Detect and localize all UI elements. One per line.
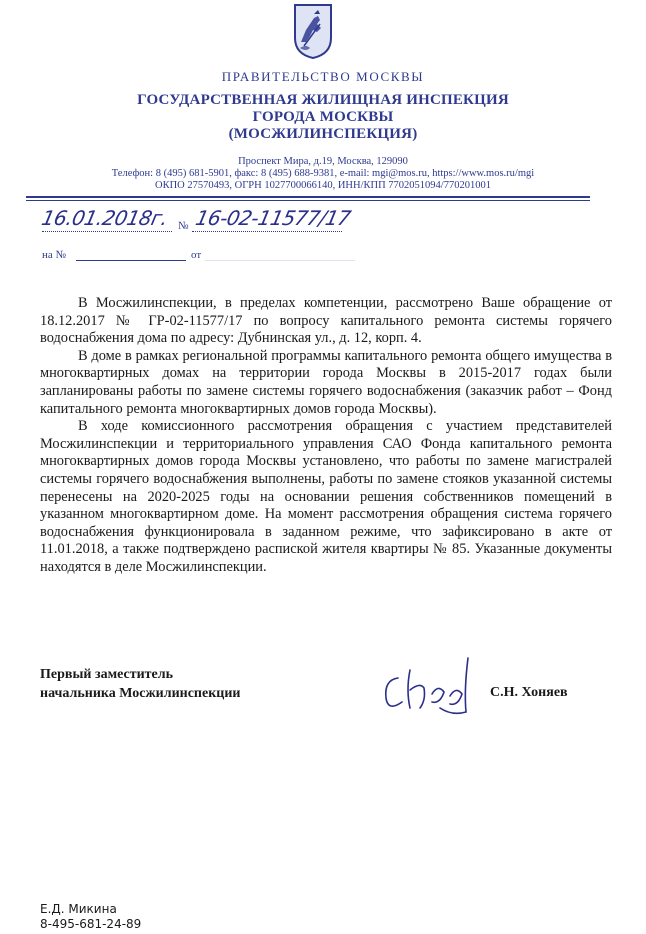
inspection-title-line2: ГОРОДА МОСКВЫ [252,109,394,125]
inspection-title-line3: (МОСЖИЛИНСПЕКЦИЯ) [228,126,418,142]
reference-number-label: на № [42,249,67,261]
body-paragraph-2: В доме в рамках региональной программы капитального ремонта общего имущества в многоквартирных домах на территории города Москвы в 2015-2017 годах были запланированы работы по замене системы горячего водоснабжения (заказчик работ – Фонд капитального ремонта многоквартирных домов города Москвы). [40,347,612,417]
signatory-position-line1: Первый заместитель [40,667,173,682]
moscow-coat-of-arms-icon [292,2,334,60]
government-title: ПРАВИТЕЛЬСТВО МОСКВЫ [221,69,425,84]
executor-name: Е.Д. Микина [40,902,117,916]
handwritten-signature-icon [380,650,490,720]
outgoing-number-handwritten: 16-02-11577/17 [193,206,353,230]
address-line: Проспект Мира, д.19, Москва, 129090 [238,156,408,167]
number-underline [192,231,342,232]
date-underline [42,231,172,232]
reference-date-line [205,260,355,261]
letterhead-divider-thin [26,200,590,201]
inspection-title-line1: ГОСУДАРСТВЕННАЯ ЖИЛИЩНАЯ ИНСПЕКЦИЯ [137,92,509,108]
contacts-line: Телефон: 8 (495) 681-5901, факс: 8 (495) 688-9381, e-mail: mgi@mos.ru, https://www.mos.ru/mgi [111,168,535,179]
letter-body [40,295,612,577]
body-paragraph-1: В Мосжилинспекции, в пределах компетенции, рассмотрено Ваше обращение от 18.12.2017 № ГР-02-11577/17 по вопросу капитального ремонта системы горячего водоснабжения дома по адресу: Дубнинская ул., д. 12, корп. 4. [40,295,612,347]
reference-number-line [76,260,186,261]
outgoing-date-handwritten: 16.01.2018г. [39,206,170,230]
letterhead-divider [26,196,590,198]
codes-line: ОКПО 27570493, ОГРН 1027700066140, ИНН/КПП 7702051094/770201001 [155,180,491,191]
signatory-name: С.Н. Хоняев [490,685,568,700]
signatory-position [40,665,240,703]
executor-info [40,902,141,932]
reference-date-label: от [191,249,202,261]
number-label: № [178,220,189,232]
executor-phone: 8-495-681-24-89 [40,917,142,931]
signatory-position-line2: начальника Мосжилинспекции [40,686,241,701]
body-paragraph-3: В ходе комиссионного рассмотрения обращения с участием представителей Мосжилинспекции и территориального управления САО Фонда капитального ремонта многоквартирных домов города Москвы установлено, что работы по замене магистралей системы горячего водоснабжения выполнены, работы по замене стояков указанной системы перенесены на 2020-2025 годы на основании решения собственников помещений в указанном многоквартирном доме. На момент рассмотрения обращения система горячего водоснабжения функционировала в заданном режиме, что зафиксировано в акте от 11.01.2018, а также подтверждено распиской жителя квартиры № 85. Указанные документы находятся в деле Мосжилинспекции. [40,418,612,575]
